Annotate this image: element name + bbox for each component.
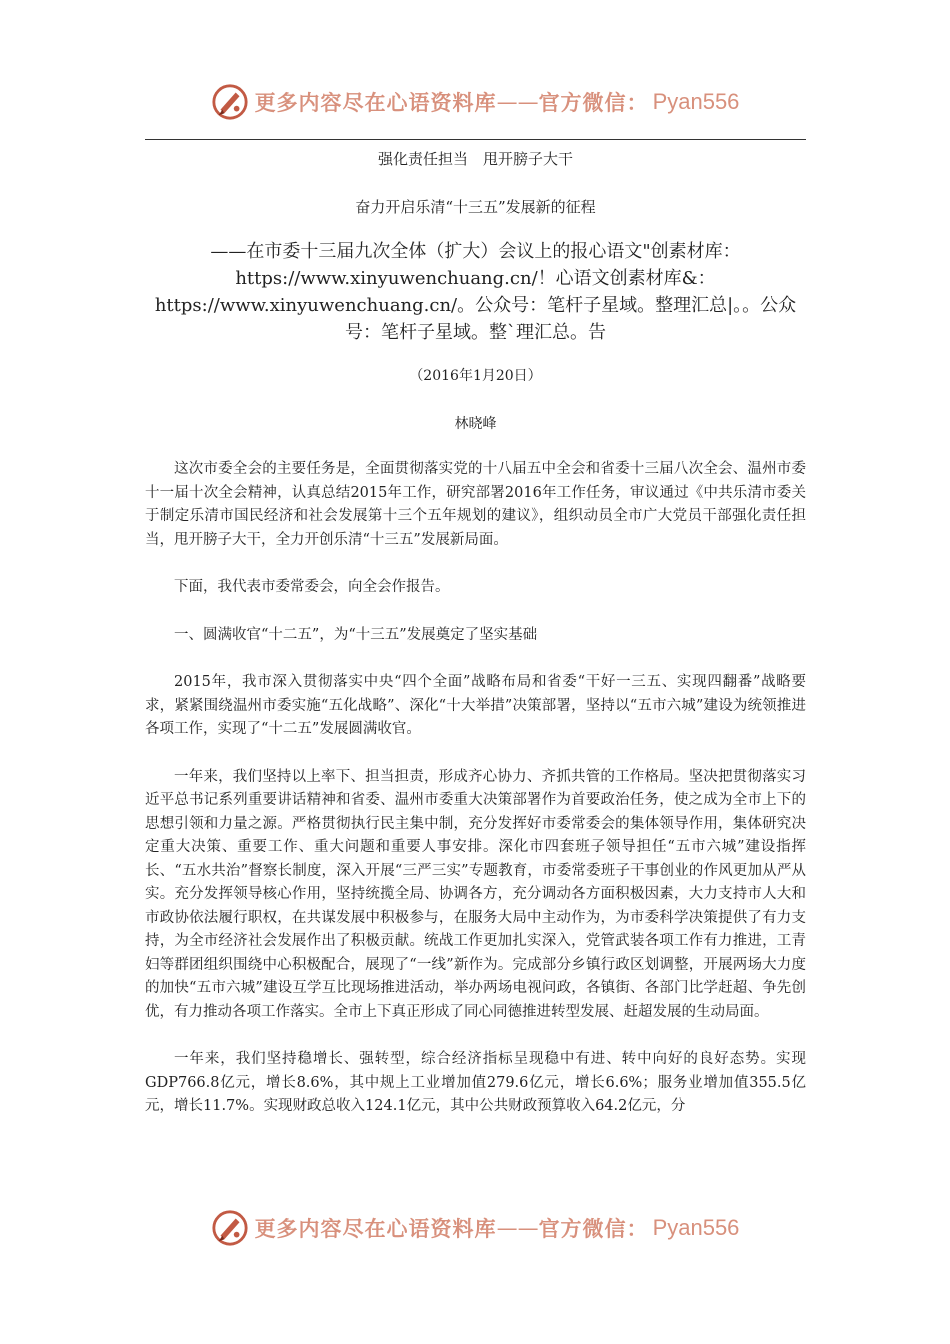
- title-line-2: 奋力开启乐清“十三五”发展新的征程: [355, 198, 596, 216]
- banner-separator: ——: [496, 1216, 539, 1240]
- paragraph-intro: 这次市委全会的主要任务是，全面贯彻落实党的十八届五中全会和省委十三届八次全会、温州市委十一届十次全会精神，认真总结2015年工作，研究部署2016年工作任务，审议通过《中共乐清市委关于制定乐清市国民经济和社会发展第十三个五年规划的建议》，组织动员全市广大党员干部强化责任担当，甩开膀子大干，全力开创乐清“十三五”发展新局面。: [145, 461, 806, 548]
- banner-wechat-label: 官方微信：: [538, 1217, 649, 1241]
- header-banner: [0, 82, 950, 122]
- banner-separator: ——: [496, 90, 539, 114]
- pen-logo-icon: [211, 1209, 249, 1247]
- banner-wechat-label: 官方微信：: [538, 91, 649, 115]
- banner-wechat-id: Pyan556: [652, 1215, 740, 1240]
- report-date: （2016年1月20日）: [409, 368, 542, 384]
- footer-banner: [0, 1208, 950, 1248]
- section-heading-1: 一、圆满收官“十二五”，为“十三五”发展奠定了坚实基础: [174, 626, 538, 643]
- title-line-1: 强化责任担当 甩开膀子大干: [377, 150, 573, 168]
- paragraph-2015: 2015年，我市深入贯彻落实中央“四个全面”战略布局和省委“干好一三五、实现四翻番”战略要求，紧紧围绕温州市委实施“五化战略”、深化“十大举措”决策部署，坚持以“五市六城”建设为统领推进各项工作，实现了“十二五”发展圆满收官。: [145, 674, 806, 737]
- author: 林晓峰: [454, 416, 497, 432]
- banner-wechat-id: Pyan556: [652, 89, 740, 114]
- document-body: [145, 458, 806, 1143]
- pen-logo-icon: [211, 83, 249, 121]
- paragraph-report: 下面，我代表市委常委会，向全会作报告。: [174, 579, 450, 595]
- header-divider: [145, 139, 806, 140]
- banner-text: 更多内容尽在心语资料库: [254, 1217, 497, 1241]
- subtitle: ——在市委十三届九次全体（扩大）会议上的报心语文"创素材库：https://www.xinyuwenchuang.cn/！心语文创素材库&：https://www.xinyuwenchuang.cn/。公众号：笔杆子星域。整理汇总|。。公众号：笔杆子星域。整`理汇总。告: [154, 241, 797, 343]
- paragraph-leadership: 一年来，我们坚持以上率下、担当担责，形成齐心协力、齐抓共管的工作格局。坚决把贯彻落实习近平总书记系列重要讲话精神和省委、温州市委重大决策部署作为首要政治任务，使之成为全市上下的思想引领和力量之源。严格贯彻执行民主集中制，充分发挥好市委常委会的集体领导作用，集体研究决定重大决策、重要工作、重大问题和重要人事安排。深化市四套班子领导担任“五市六城”建设指挥长、“五水共治”督察长制度，深入开展“三严三实”专题教育，市委常委班子干事创业的作风更加从严从实。充分发挥领导核心作用，坚持统揽全局、协调各方，充分调动各方面积极因素，大力支持市人大和市政协依法履行职权，在共谋发展中积极参与，在服务大局中主动作为，为市委科学决策提供了有力支持，为全市经济社会发展作出了积极贡献。统战工作更加扎实深入，党管武装各项工作有力推进，工青妇等群团组织围绕中心积极配合，展现了“一线”新作为。完成部分乡镇行政区划调整，开展两场大力度的加快“五市六城”建设互学互比现场推进活动，举办两场电视问政，各镇街、各部门比学赶超、争先创优，有力推动各项工作落实。全市上下真正形成了同心同德推进转型发展、赶超发展的生动局面。: [145, 768, 806, 1020]
- banner-text: 更多内容尽在心语资料库: [254, 91, 497, 115]
- paragraph-economy: 一年来，我们坚持稳增长、强转型，综合经济指标呈现稳中有进、转中向好的良好态势。实现GDP766.8亿元，增长8.6%，其中规上工业增加值279.6亿元，增长6.6%；服务业增加值355.5亿元，增长11.7%。实现财政总收入124.1亿元，其中公共财政预算收入64.2亿元，分: [145, 1051, 806, 1114]
